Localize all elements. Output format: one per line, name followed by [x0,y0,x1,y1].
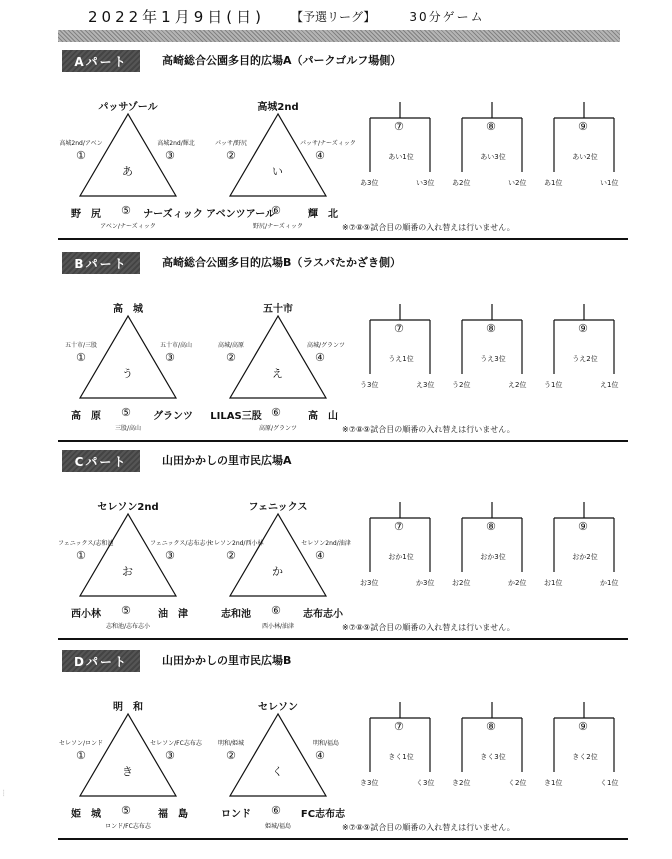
bracket-right-seed: い2位 [508,179,527,187]
team-bottom-right: ナーズィック [143,209,203,220]
edge-pair-left: 高城/高原 [217,342,245,349]
part-badge: Cパート [62,450,140,472]
edge-pair-bottom: 野尻/ナーズィック [253,223,303,230]
match-number-left: ② [226,149,236,162]
order-note: ※⑦⑧⑨試合目の順番の入れ替えは行いません。 [342,425,515,434]
bracket-match-number: ⑨ [578,720,588,733]
bracket-right-seed: く1位 [600,779,619,787]
triangle-outline [80,514,176,596]
bracket-right-seed: え3位 [416,381,435,389]
triangle-outline [230,316,326,398]
group-label: か [272,565,283,578]
bracket-right-seed: え1位 [600,381,619,389]
edge-pair-left: セレソン2nd/西小林 [208,540,264,547]
part-section [58,252,628,442]
group-label: お [122,565,133,578]
edge-pair-right: 高城2nd/輝北 [157,140,195,147]
bracket-left-seed: き2位 [452,779,471,787]
bracket-final-label: あい1位 [388,153,414,161]
bracket-right-seed: く2位 [508,779,527,787]
team-bottom-right: 志布志小 [303,609,343,620]
group-label: き [122,765,133,778]
edge-pair-left: 明和/姫城 [217,740,245,747]
knockout-bracket [546,502,626,592]
league-triangle [208,50,358,240]
bracket-left-seed: あ3位 [360,179,379,187]
team-bottom-left: 西小林 [71,609,101,620]
order-note: ※⑦⑧⑨試合目の順番の入れ替えは行いません。 [342,623,515,632]
match-number-bottom: ⑥ [271,406,281,419]
venue-title: 高崎総合公園多目的広場A（パークゴルフ場側） [162,54,402,67]
league-triangle [208,450,358,640]
match-number-bottom: ⑥ [271,204,281,217]
scan-edge-mark: ┊ [2,790,6,797]
header-game-length: 30分ゲーム [409,9,485,24]
team-bottom-right: グランツ [153,411,193,422]
order-note: ※⑦⑧⑨試合目の順番の入れ替えは行いません。 [342,223,515,232]
edge-pair-bottom: 西小林/油津 [261,623,295,630]
knockout-bracket [362,304,442,394]
match-number-bottom: ⑤ [121,604,131,617]
group-label: う [122,367,133,380]
league-triangle [58,252,208,442]
team-top: パッサゾール [98,102,158,113]
bracket-left-seed: お3位 [360,579,379,587]
bracket-match-number: ⑨ [578,322,588,335]
section-divider [58,638,628,640]
part-badge: Dパート [62,650,140,672]
bracket-final-label: おか3位 [480,553,506,561]
part-badge: Bパート [62,252,140,274]
knockout-bracket [546,702,626,792]
part-badge: Aパート [62,50,140,72]
team-bottom-left: ロンド [221,809,251,820]
edge-pair-bottom: 三股/高山 [114,425,142,432]
bracket-left-seed: う2位 [452,381,471,389]
edge-pair-right: パッサ/ナーズィック [300,140,356,147]
bracket-left-seed: う1位 [544,381,563,389]
bracket-final-label: きく2位 [572,753,598,761]
knockout-bracket [362,502,442,592]
group-label: あ [122,165,133,178]
edge-pair-left: フェニックス/志和池 [58,540,114,547]
team-bottom-left: LILAS三股 [210,411,262,422]
match-number-left: ① [76,749,86,762]
knockout-bracket [454,502,534,592]
match-number-right: ③ [165,149,175,162]
section-divider [58,238,628,240]
edge-pair-right: 明和/福島 [312,740,340,747]
knockout-bracket [454,702,534,792]
edge-pair-right: 高城/グランツ [306,342,346,349]
match-number-bottom: ⑥ [271,604,281,617]
bracket-left-seed: お2位 [452,579,471,587]
league-triangle [208,650,358,840]
knockout-bracket [454,304,534,394]
bracket-match-number: ⑧ [486,720,496,733]
triangle-outline [80,114,176,196]
match-number-right: ③ [165,749,175,762]
bracket-match-number: ⑧ [486,120,496,133]
match-number-right: ③ [165,549,175,562]
team-bottom-left: 姫 城 [71,809,101,820]
team-bottom-right: 福 島 [158,809,188,820]
match-number-left: ② [226,351,236,364]
edge-pair-left: パッサ/野尻 [214,140,248,147]
match-number-left: ① [76,351,86,364]
venue-title: 山田かかしの里市民広場B [162,654,292,667]
group-label: い [272,165,283,178]
section-divider [58,440,628,442]
edge-pair-bottom: アベン/ナーズィック [100,223,156,230]
knockout-bracket [362,102,442,192]
edge-pair-left: 高城2nd/アベン [59,140,103,147]
bracket-final-label: うえ3位 [480,355,506,363]
bracket-match-number: ⑦ [394,720,404,733]
triangle-outline [230,514,326,596]
bracket-final-label: きく3位 [480,753,506,761]
bracket-right-seed: か3位 [416,579,435,587]
bracket-final-label: あい3位 [480,153,506,161]
match-number-left: ① [76,149,86,162]
bracket-right-seed: い1位 [600,179,619,187]
bracket-right-seed: か1位 [600,579,619,587]
knockout-bracket [362,702,442,792]
venue-title: 高崎総合公園多目的広場B（ラスパたかざき側） [162,256,402,269]
league-triangle [58,650,208,840]
match-number-right: ③ [165,351,175,364]
bracket-final-label: あい2位 [572,153,598,161]
team-bottom-left: 野 尻 [71,209,101,220]
section-divider [58,838,628,840]
team-top: 五十市 [263,304,293,315]
league-triangle [208,252,358,442]
bracket-right-seed: い3位 [416,179,435,187]
bracket-match-number: ⑦ [394,520,404,533]
match-number-bottom: ⑤ [121,204,131,217]
bracket-match-number: ⑦ [394,120,404,133]
bracket-match-number: ⑨ [578,520,588,533]
match-number-left: ① [76,549,86,562]
bracket-left-seed: あ2位 [452,179,471,187]
team-top: セレソン2nd [97,502,159,513]
team-top: フェニックス [248,502,308,513]
edge-pair-left: セレソン/ロンド [58,740,104,747]
bracket-final-label: おか1位 [388,553,414,561]
bracket-left-seed: き1位 [544,779,563,787]
bracket-match-number: ⑧ [486,520,496,533]
match-number-bottom: ⑤ [121,406,131,419]
match-number-right: ④ [315,549,325,562]
match-number-right: ④ [315,749,325,762]
bracket-final-label: うえ2位 [572,355,598,363]
page-header [88,6,485,26]
edge-pair-left: 五十市/三股 [64,342,98,349]
knockout-bracket [546,304,626,394]
bracket-left-seed: あ1位 [544,179,563,187]
team-bottom-left: アベンツアール [206,209,276,220]
group-label: え [272,367,283,380]
triangle-outline [80,316,176,398]
league-triangle [58,450,212,640]
bracket-left-seed: お1位 [544,579,563,587]
edge-pair-bottom: 姫城/福島 [264,823,292,830]
knockout-bracket [454,102,534,192]
team-top: セレソン [258,702,298,713]
edge-pair-right: フェニックス/志布志小 [150,540,212,547]
match-number-left: ② [226,749,236,762]
edge-pair-bottom: 高原/グランツ [258,425,298,432]
header-date: 2022年1月9日(日) [88,7,265,26]
group-label: く [272,765,283,778]
match-number-right: ④ [315,351,325,364]
bracket-match-number: ⑧ [486,322,496,335]
league-triangle [58,50,208,240]
team-bottom-right: FC志布志 [300,809,346,820]
team-top: 明 和 [113,702,143,713]
bracket-right-seed: え2位 [508,381,527,389]
bracket-left-seed: き3位 [360,779,379,787]
edge-pair-bottom: 志和池/志布志小 [105,623,151,630]
edge-pair-right: 五十市/高山 [159,342,193,349]
bracket-right-seed: く3位 [416,779,435,787]
bracket-match-number: ⑦ [394,322,404,335]
team-bottom-right: 高 山 [308,411,338,422]
triangle-outline [230,114,326,196]
team-bottom-left: 志和池 [221,609,251,620]
team-bottom-left: 高 原 [71,411,101,422]
order-note: ※⑦⑧⑨試合目の順番の入れ替えは行いません。 [342,823,515,832]
bracket-final-label: きく1位 [388,753,414,761]
part-section [58,50,628,240]
team-top: 高 城 [113,304,143,315]
triangle-outline [80,714,176,796]
team-bottom-right: 油 津 [158,609,188,620]
edge-pair-right: セレソン2nd/油津 [301,540,351,547]
bracket-final-label: うえ1位 [388,355,414,363]
match-number-bottom: ⑤ [121,804,131,817]
match-number-bottom: ⑥ [271,804,281,817]
part-section [58,450,628,640]
match-number-left: ② [226,549,236,562]
part-section [58,650,628,840]
team-top: 高城2nd [257,102,299,113]
match-number-right: ④ [315,149,325,162]
bracket-match-number: ⑨ [578,120,588,133]
triangle-outline [230,714,326,796]
header-league: 【予選リーグ】 [290,9,376,24]
bracket-right-seed: か2位 [508,579,527,587]
header-scan-band [58,30,620,42]
team-bottom-right: 輝 北 [308,209,338,220]
bracket-left-seed: う3位 [360,381,379,389]
edge-pair-bottom: ロンド/FC志布志 [105,823,151,830]
edge-pair-right: セレソン/FC志布志 [150,740,202,747]
bracket-final-label: おか2位 [572,553,598,561]
knockout-bracket [546,102,626,192]
venue-title: 山田かかしの里市民広場A [162,454,292,467]
